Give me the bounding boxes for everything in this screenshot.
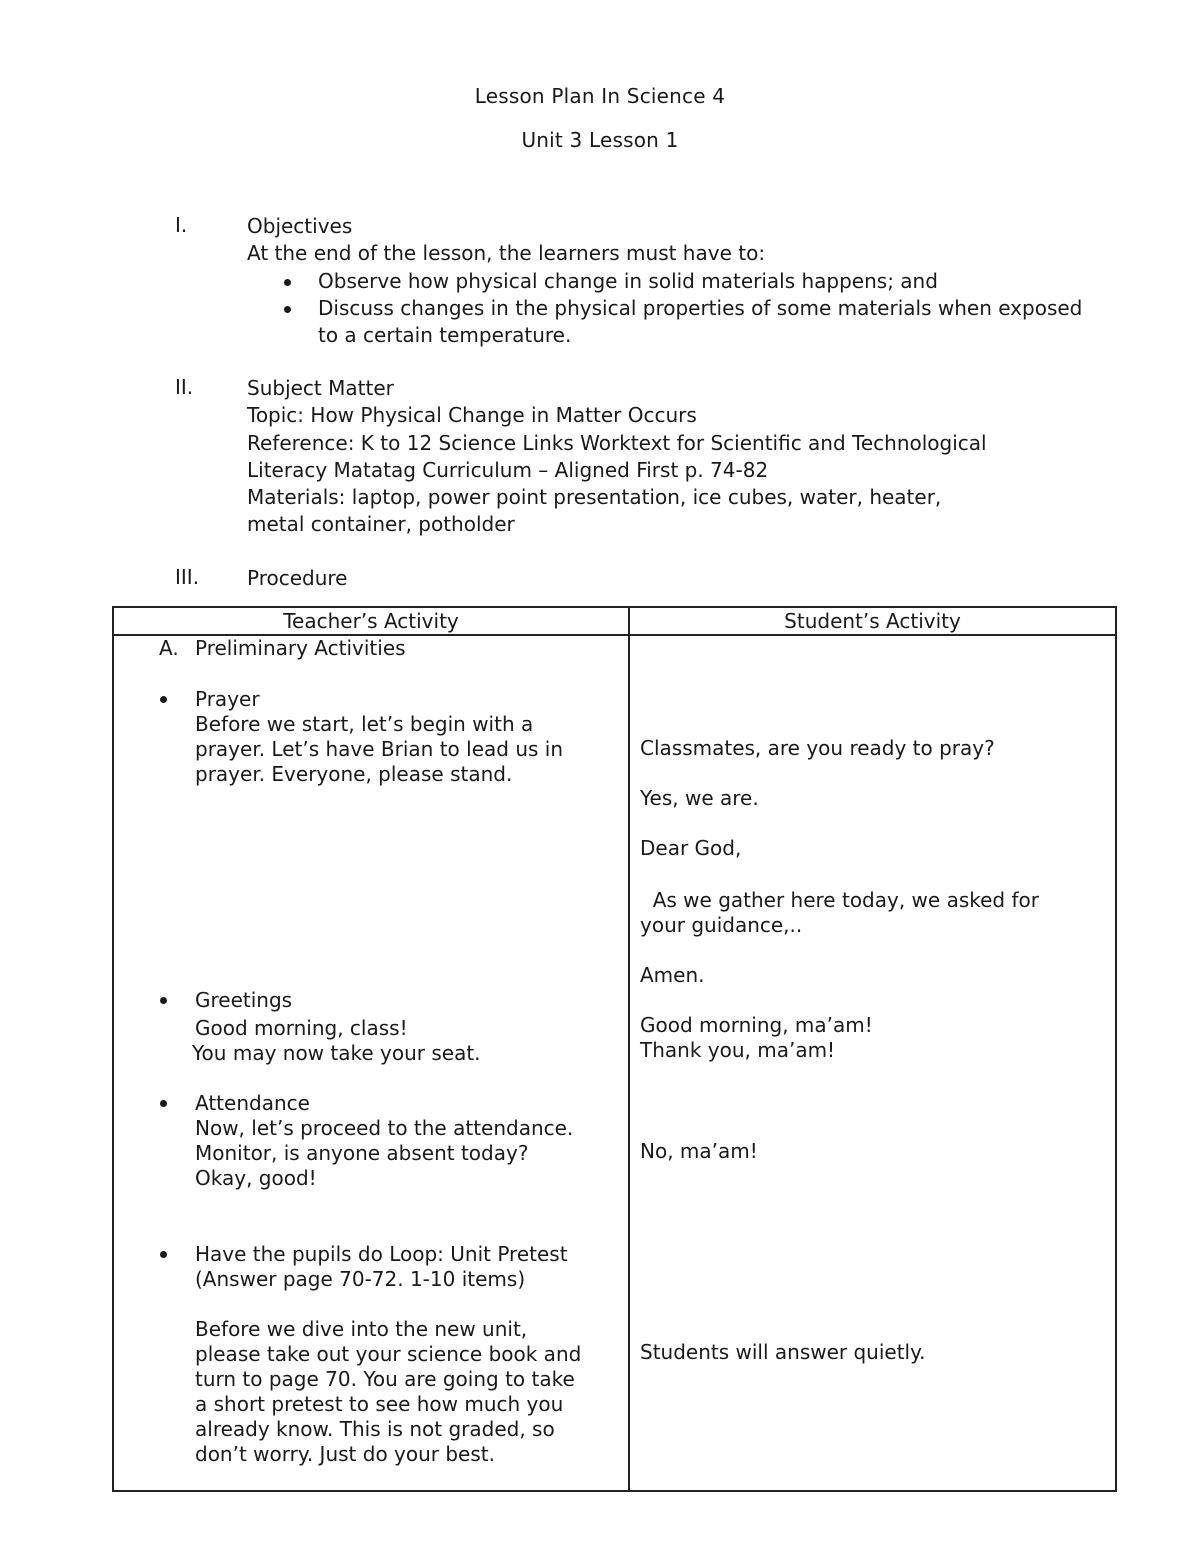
materials-line: Materials: laptop, power point presentation, ice cubes, water, heater,	[247, 485, 942, 510]
teacher-line: already know. This is not graded, so	[195, 1417, 555, 1441]
attendance-title: Attendance	[195, 1091, 310, 1115]
teacher-line: You may now take your seat.	[192, 1041, 481, 1065]
teacher-line: a short pretest to see how much you	[195, 1392, 564, 1416]
teacher-line: Before we dive into the new unit,	[195, 1317, 528, 1341]
student-line: Students will answer quietly.	[640, 1340, 926, 1364]
student-line: Dear God,	[640, 836, 742, 860]
student-line: Yes, we are.	[640, 786, 759, 810]
subject-matter-heading: Subject Matter	[247, 376, 394, 400]
teacher-line: please take out your science book and	[195, 1342, 582, 1366]
objectives-section	[247, 213, 1087, 349]
teacher-line: Now, let’s proceed to the attendance.	[195, 1116, 574, 1140]
bullet-icon	[160, 696, 167, 703]
student-line: your guidance,..	[640, 913, 803, 937]
part-title: Preliminary Activities	[195, 636, 406, 660]
student-line: As we gather here today, we asked for	[640, 888, 1039, 912]
teacher-line: don’t worry. Just do your best.	[195, 1442, 495, 1466]
objectives-intro: At the end of the lesson, the learners must have to:	[247, 241, 766, 266]
teacher-line: Okay, good!	[195, 1166, 317, 1190]
teacher-line: Monitor, is anyone absent today?	[195, 1141, 529, 1165]
student-line: No, ma’am!	[640, 1139, 758, 1163]
student-line: Thank you, ma’am!	[640, 1038, 836, 1062]
table-header-row	[113, 607, 1116, 635]
teacher-line: turn to page 70. You are going to take	[195, 1367, 575, 1391]
teacher-line: (Answer page 70-72. 1-10 items)	[195, 1267, 526, 1291]
teacher-activity-header: Teacher’s Activity	[113, 607, 629, 635]
student-line: Classmates, are you ready to pray?	[640, 736, 995, 760]
table-row	[113, 635, 1116, 1491]
section-number-procedure: III.	[175, 565, 200, 589]
pretest-title: Have the pupils do Loop: Unit Pretest	[195, 1242, 568, 1266]
objectives-list	[247, 268, 1087, 350]
topic-line: Topic: How Physical Change in Matter Occurs	[247, 403, 697, 428]
subject-matter-section	[247, 375, 1087, 539]
section-number-subject-matter: II.	[175, 375, 194, 399]
document-title: Lesson Plan In Science 4	[474, 84, 726, 108]
reference-line: Reference: K to 12 Science Links Worktext for Scientific and Technological	[247, 430, 987, 455]
section-number-objectives: I.	[175, 213, 188, 237]
teacher-activity-cell	[113, 635, 629, 1491]
teacher-line: Good morning, class!	[195, 1016, 408, 1040]
bullet-icon	[160, 1251, 167, 1258]
student-activity-header: Student’s Activity	[629, 607, 1116, 635]
teacher-line: prayer. Everyone, please stand.	[195, 762, 513, 786]
materials-line: metal container, potholder	[247, 512, 515, 537]
bullet-icon	[160, 997, 167, 1004]
procedure-heading: Procedure	[247, 566, 348, 590]
student-line: Amen.	[640, 963, 705, 987]
prayer-title: Prayer	[195, 687, 260, 711]
teacher-line: Before we start, let’s begin with a	[195, 712, 534, 736]
student-activity-cell	[629, 635, 1116, 1491]
objectives-heading: Objectives	[247, 214, 353, 238]
part-label: A.	[159, 636, 179, 660]
bullet-icon	[160, 1100, 167, 1107]
objective-item: Discuss changes in the physical properties of some materials when exposed to a certain temperature.	[247, 295, 1087, 350]
student-line: Good morning, ma’am!	[640, 1013, 873, 1037]
reference-line: Literacy Matatag Curriculum – Aligned First p. 74-82	[247, 457, 769, 482]
teacher-line: prayer. Let’s have Brian to lead us in	[195, 737, 563, 761]
greetings-title: Greetings	[195, 988, 293, 1012]
procedure-table	[112, 606, 1117, 1492]
objective-item: Observe how physical change in solid materials happens; and	[247, 268, 1087, 295]
document-subtitle: Unit 3 Lesson 1	[521, 128, 679, 152]
